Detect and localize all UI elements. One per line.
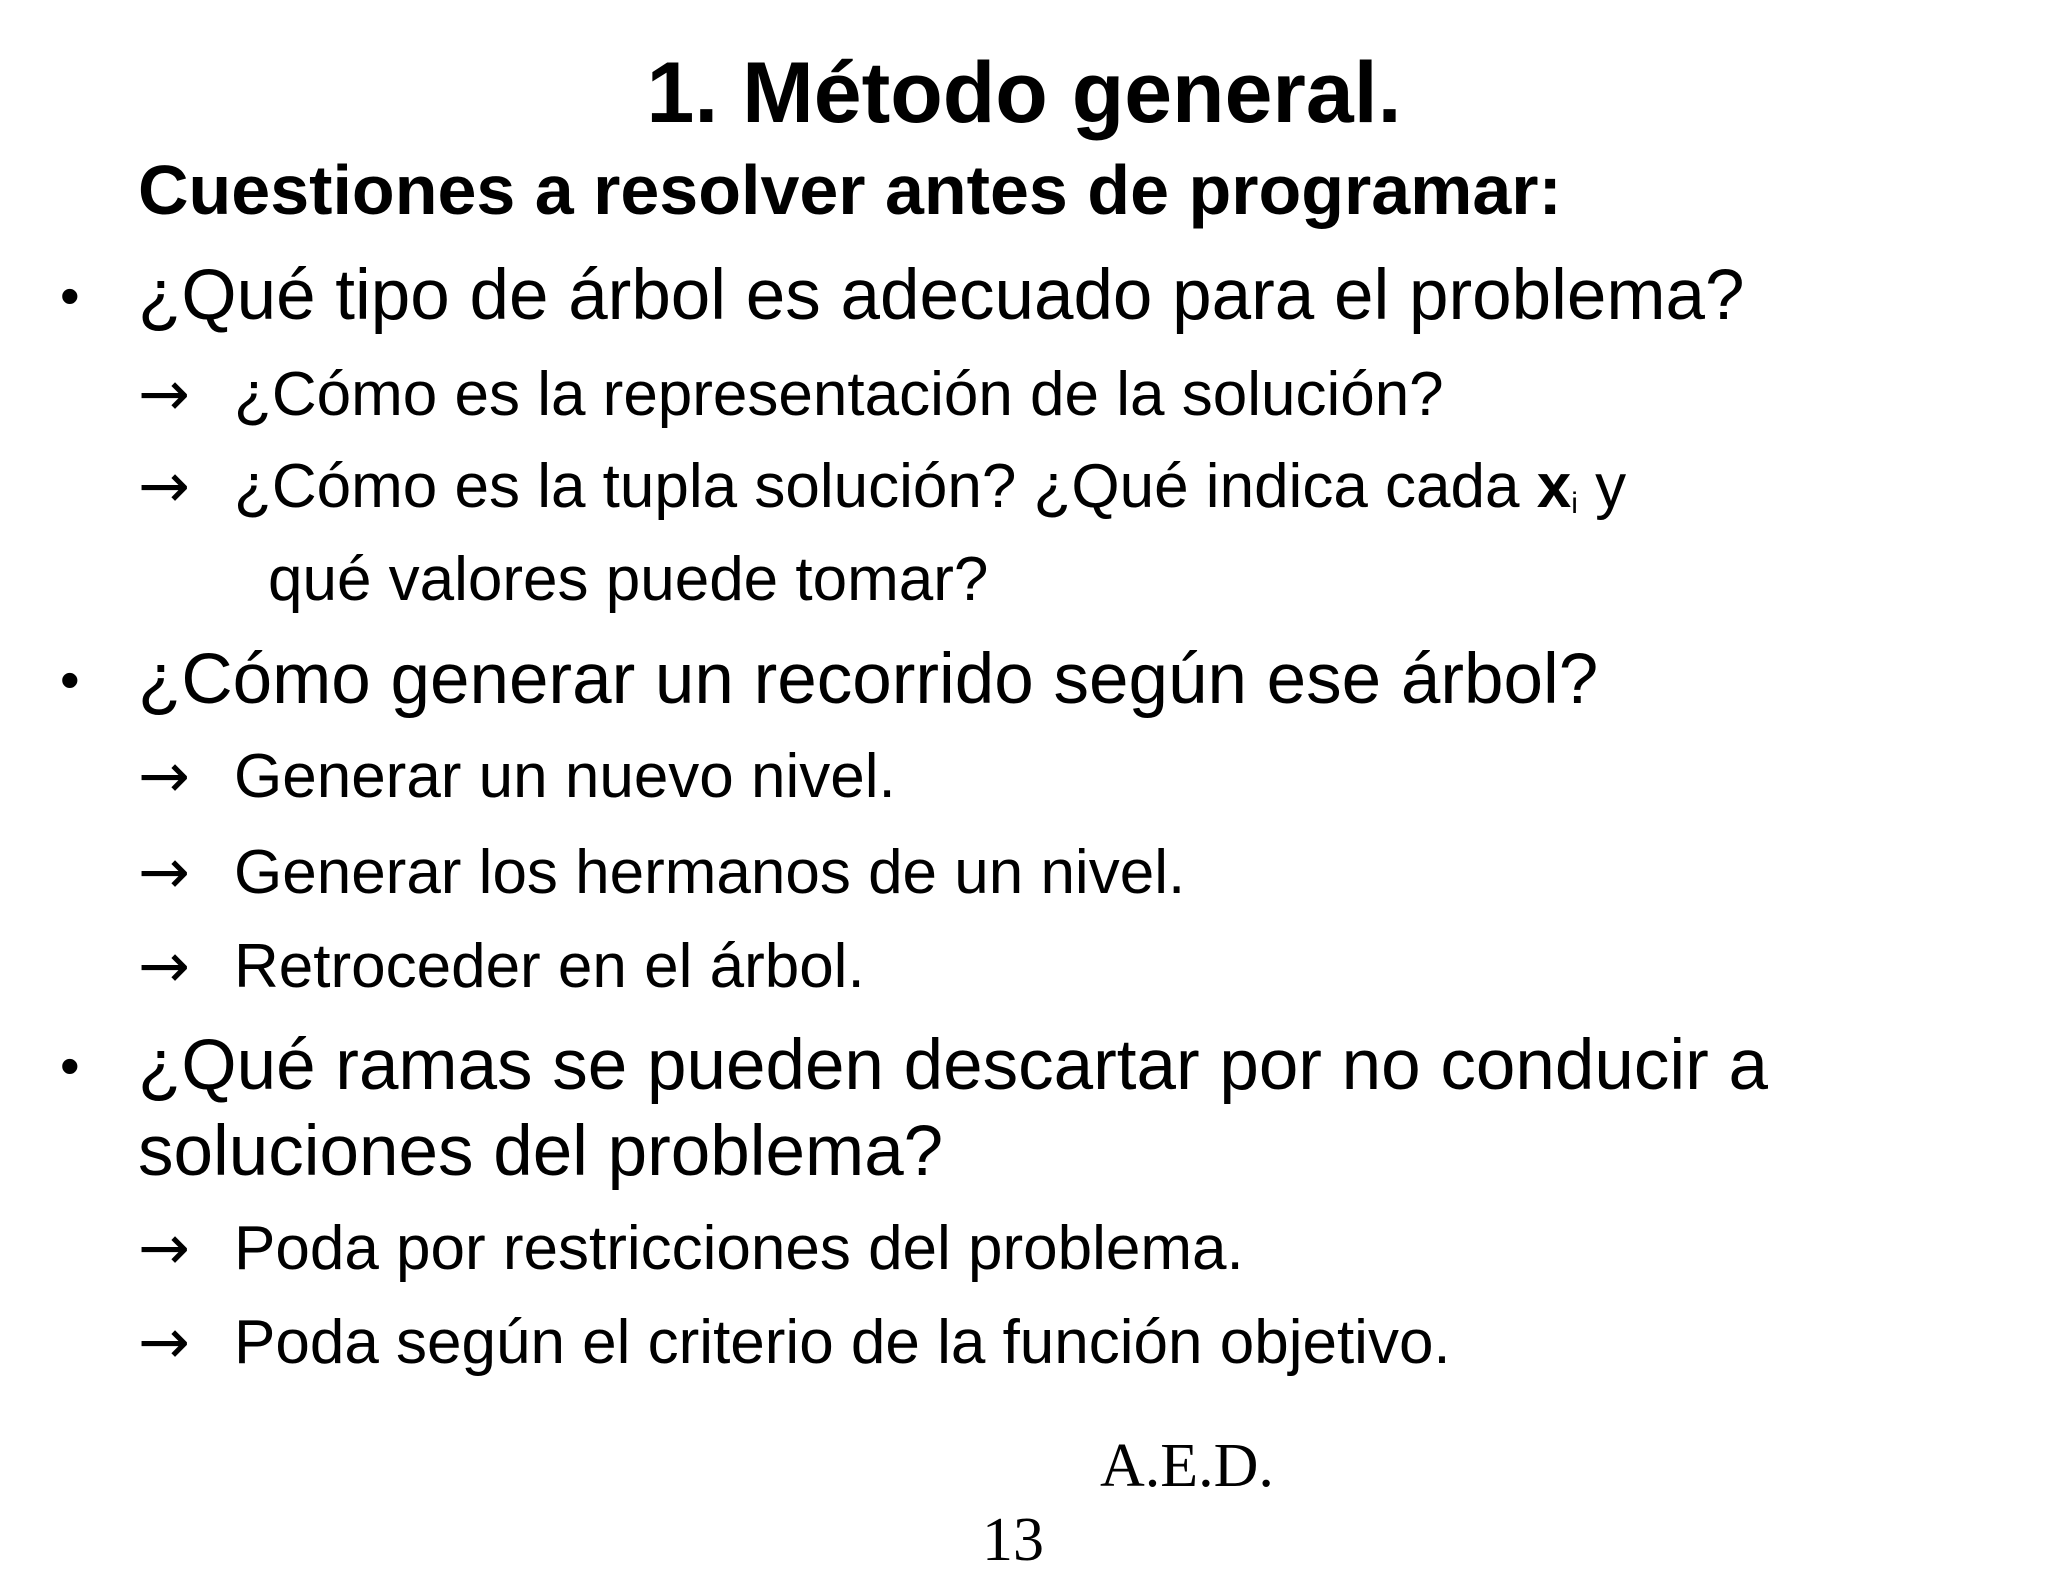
variable-x: x (1536, 452, 1572, 521)
subitem-text: Poda según el criterio de la función objetivo. (234, 1308, 1451, 1377)
bullet-3-text-line-2: soluciones del problema? (138, 1112, 944, 1191)
slide-title: 1. Método general. (646, 45, 1402, 141)
bullet-2-subitem-1 (138, 734, 896, 819)
bullet-3-text-line-1: ¿Qué ramas se pueden descartar por no conducir a (138, 1026, 1768, 1105)
bullet-1-text: ¿Qué tipo de árbol es adecuado para el problema? (138, 256, 1745, 335)
slide-subtitle: Cuestiones a resolver antes de programar: (138, 151, 1562, 229)
bullet-1-subitem-2 (138, 444, 1626, 546)
arrow-right-icon: → (138, 739, 190, 812)
arrow-right-icon: → (138, 1211, 190, 1284)
subitem-text: Poda por restricciones del problema. (234, 1214, 1244, 1283)
bullet-1-subitem-2-continuation: qué valores puede tomar? (268, 545, 989, 614)
subitem-text: Generar los hermanos de un nivel. (234, 838, 1186, 907)
subitem-text: ¿Cómo es la representación de la solución? (234, 360, 1444, 429)
bullet-marker: • (60, 1034, 80, 1097)
subitem-text-before: ¿Cómo es la tupla solución? ¿Qué indica cada (234, 452, 1537, 521)
subitem-text: Generar un nuevo nivel. (234, 742, 896, 811)
bullet-2-text: ¿Cómo generar un recorrido según ese árbol? (138, 640, 1599, 719)
arrow-right-icon: → (138, 1305, 190, 1378)
subitem-text-after: y (1577, 452, 1627, 521)
bullet-3-subitem-1 (138, 1206, 1244, 1291)
subitem-text: Retroceder en el árbol. (234, 932, 865, 1001)
bullet-3-subitem-2 (138, 1300, 1451, 1385)
arrow-right-icon: → (138, 929, 190, 1002)
bullet-marker: • (60, 648, 80, 711)
variable-subscript: i (1571, 487, 1578, 520)
bullet-2-subitem-3 (138, 924, 865, 1009)
bullet-2-subitem-2 (138, 830, 1185, 915)
slide-footer: A.E.D. (1100, 1432, 1274, 1500)
arrow-right-icon: → (138, 357, 190, 430)
arrow-right-icon: → (138, 835, 190, 908)
bullet-marker: • (60, 264, 80, 327)
arrow-right-icon: → (138, 449, 190, 522)
bullet-1-subitem-1 (138, 352, 1444, 437)
page-number: 13 (982, 1506, 1044, 1574)
